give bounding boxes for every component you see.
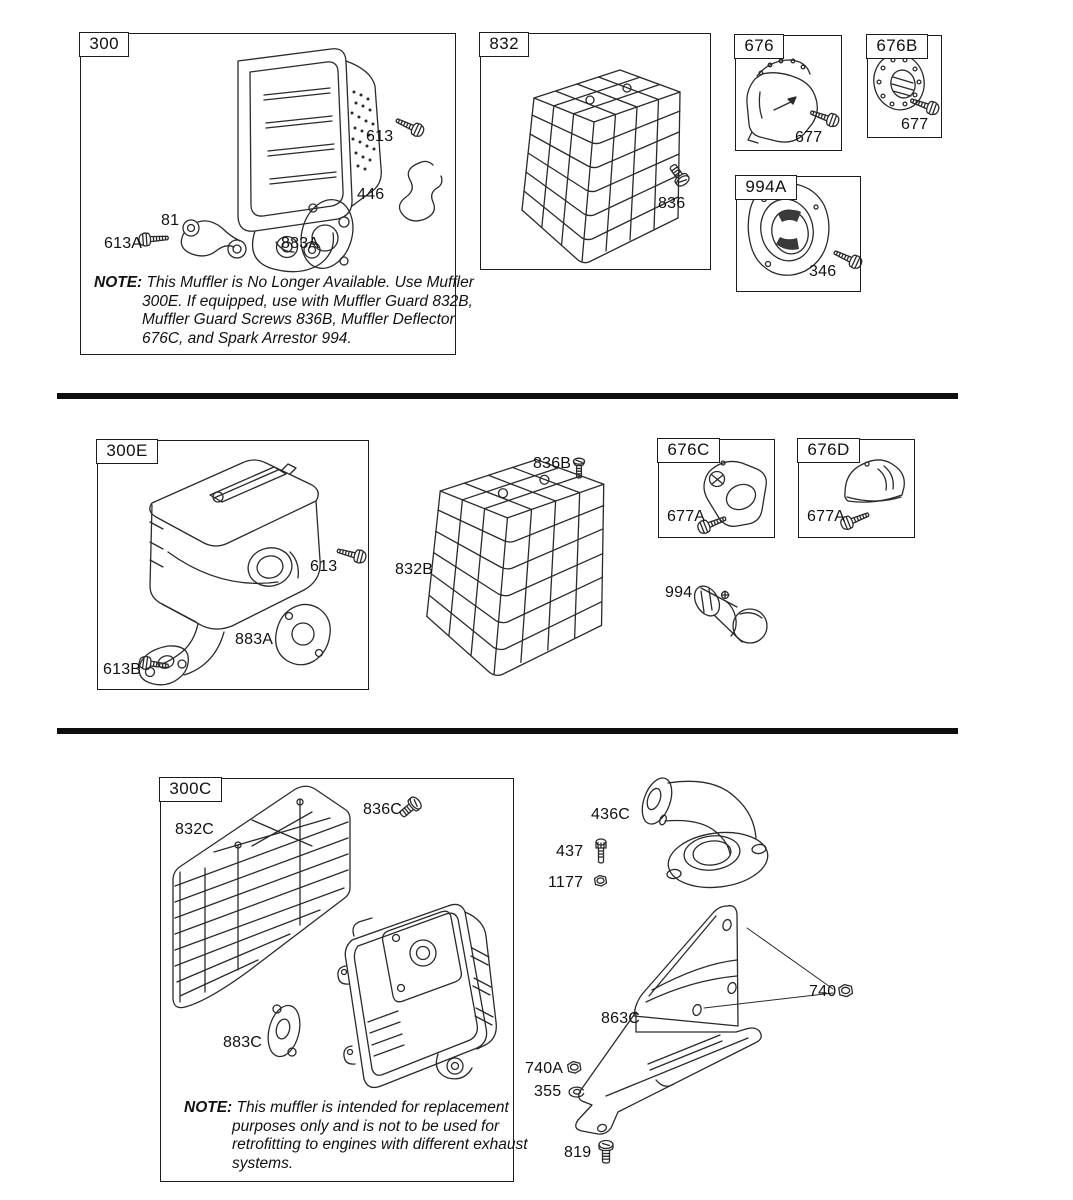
group-label-300c: 300C: [159, 777, 221, 802]
group-box-832: [480, 33, 711, 270]
elbow-436c-drawing: [637, 774, 771, 893]
group-label-300: 300: [79, 32, 129, 57]
note-300c-body: This muffler is intended for replacement purposes only and is not to be used for retrofitting to engines with different exhaust systems.: [232, 1099, 528, 1172]
spark-arrestor-994-drawing: [689, 582, 767, 643]
group-box-676d: [798, 439, 915, 538]
part-label-836: 836: [658, 195, 686, 212]
part-label-740a: 740A: [525, 1060, 564, 1077]
part-label-436c: 436C: [591, 806, 631, 823]
part-label-677b: 677: [901, 116, 929, 133]
part-label-677a-c: 677A: [667, 508, 706, 525]
group-label-832: 832: [479, 32, 529, 57]
part-label-81: 81: [161, 212, 180, 229]
group-box-300c: [160, 778, 528, 1182]
part-label-446: 446: [357, 186, 385, 203]
part-label-613b: 613B: [103, 661, 142, 678]
part-label-677: 677: [795, 129, 823, 146]
group-box-994a: [736, 176, 861, 292]
part-label-613a: 613A: [104, 235, 143, 252]
group-box-300: [80, 33, 474, 355]
part-label-994: 994: [665, 584, 693, 601]
part-label-1177: 1177: [548, 874, 584, 891]
nut-740-icon: [839, 985, 853, 997]
part-label-740: 740: [809, 983, 837, 1000]
bolt-819-icon: [599, 1141, 613, 1164]
note-300: [94, 274, 500, 348]
part-label-613: 613: [366, 128, 394, 145]
part-label-883a-e: 883A: [235, 631, 274, 648]
group-label-676b: 676B: [866, 34, 927, 59]
section-divider-1: [57, 393, 958, 399]
part-label-836b: 836B: [533, 455, 572, 472]
part-label-883a: 883A: [281, 235, 320, 252]
part-label-677a-d: 677A: [807, 508, 846, 525]
group-label-676: 676: [734, 34, 784, 59]
part-label-346: 346: [809, 263, 837, 280]
note-300-body: This Muffler is No Longer Available. Use Muffler 300E. If equipped, use with Muffler Guard 832B, Muffler Guard Screws 836B, Muffler Deflector 676C, and Spark Arrestor 994.: [142, 274, 474, 347]
group-label-676d: 676D: [797, 438, 859, 463]
nut-1177-icon: [595, 876, 607, 887]
note-300-prefix: NOTE:: [94, 274, 143, 291]
part-label-836c: 836C: [363, 801, 403, 818]
part-label-883c: 883C: [223, 1034, 263, 1051]
part-label-355: 355: [534, 1083, 562, 1100]
group-box-676b: [867, 35, 942, 138]
part-label-832c: 832C: [175, 821, 215, 838]
group-label-300e: 300E: [96, 439, 157, 464]
part-label-819: 819: [564, 1144, 592, 1161]
nut-740a-icon: [568, 1062, 581, 1074]
part-label-832b: 832B: [395, 561, 434, 578]
group-box-676c: [658, 439, 775, 538]
group-box-300e: [97, 440, 369, 690]
part-label-863c: 863C: [601, 1010, 641, 1027]
group-box-676: [735, 35, 842, 151]
screw-437-icon: [596, 839, 606, 863]
group-label-994a: 994A: [735, 175, 796, 200]
section-divider-2: [57, 728, 958, 734]
muffler-guard-832b-drawing: [427, 460, 604, 676]
group-label-676c: 676C: [657, 438, 719, 463]
note-300c: [184, 1099, 550, 1173]
part-label-437: 437: [556, 843, 584, 860]
part-label-613e: 613: [310, 558, 338, 575]
note-300c-prefix: NOTE:: [184, 1099, 233, 1116]
